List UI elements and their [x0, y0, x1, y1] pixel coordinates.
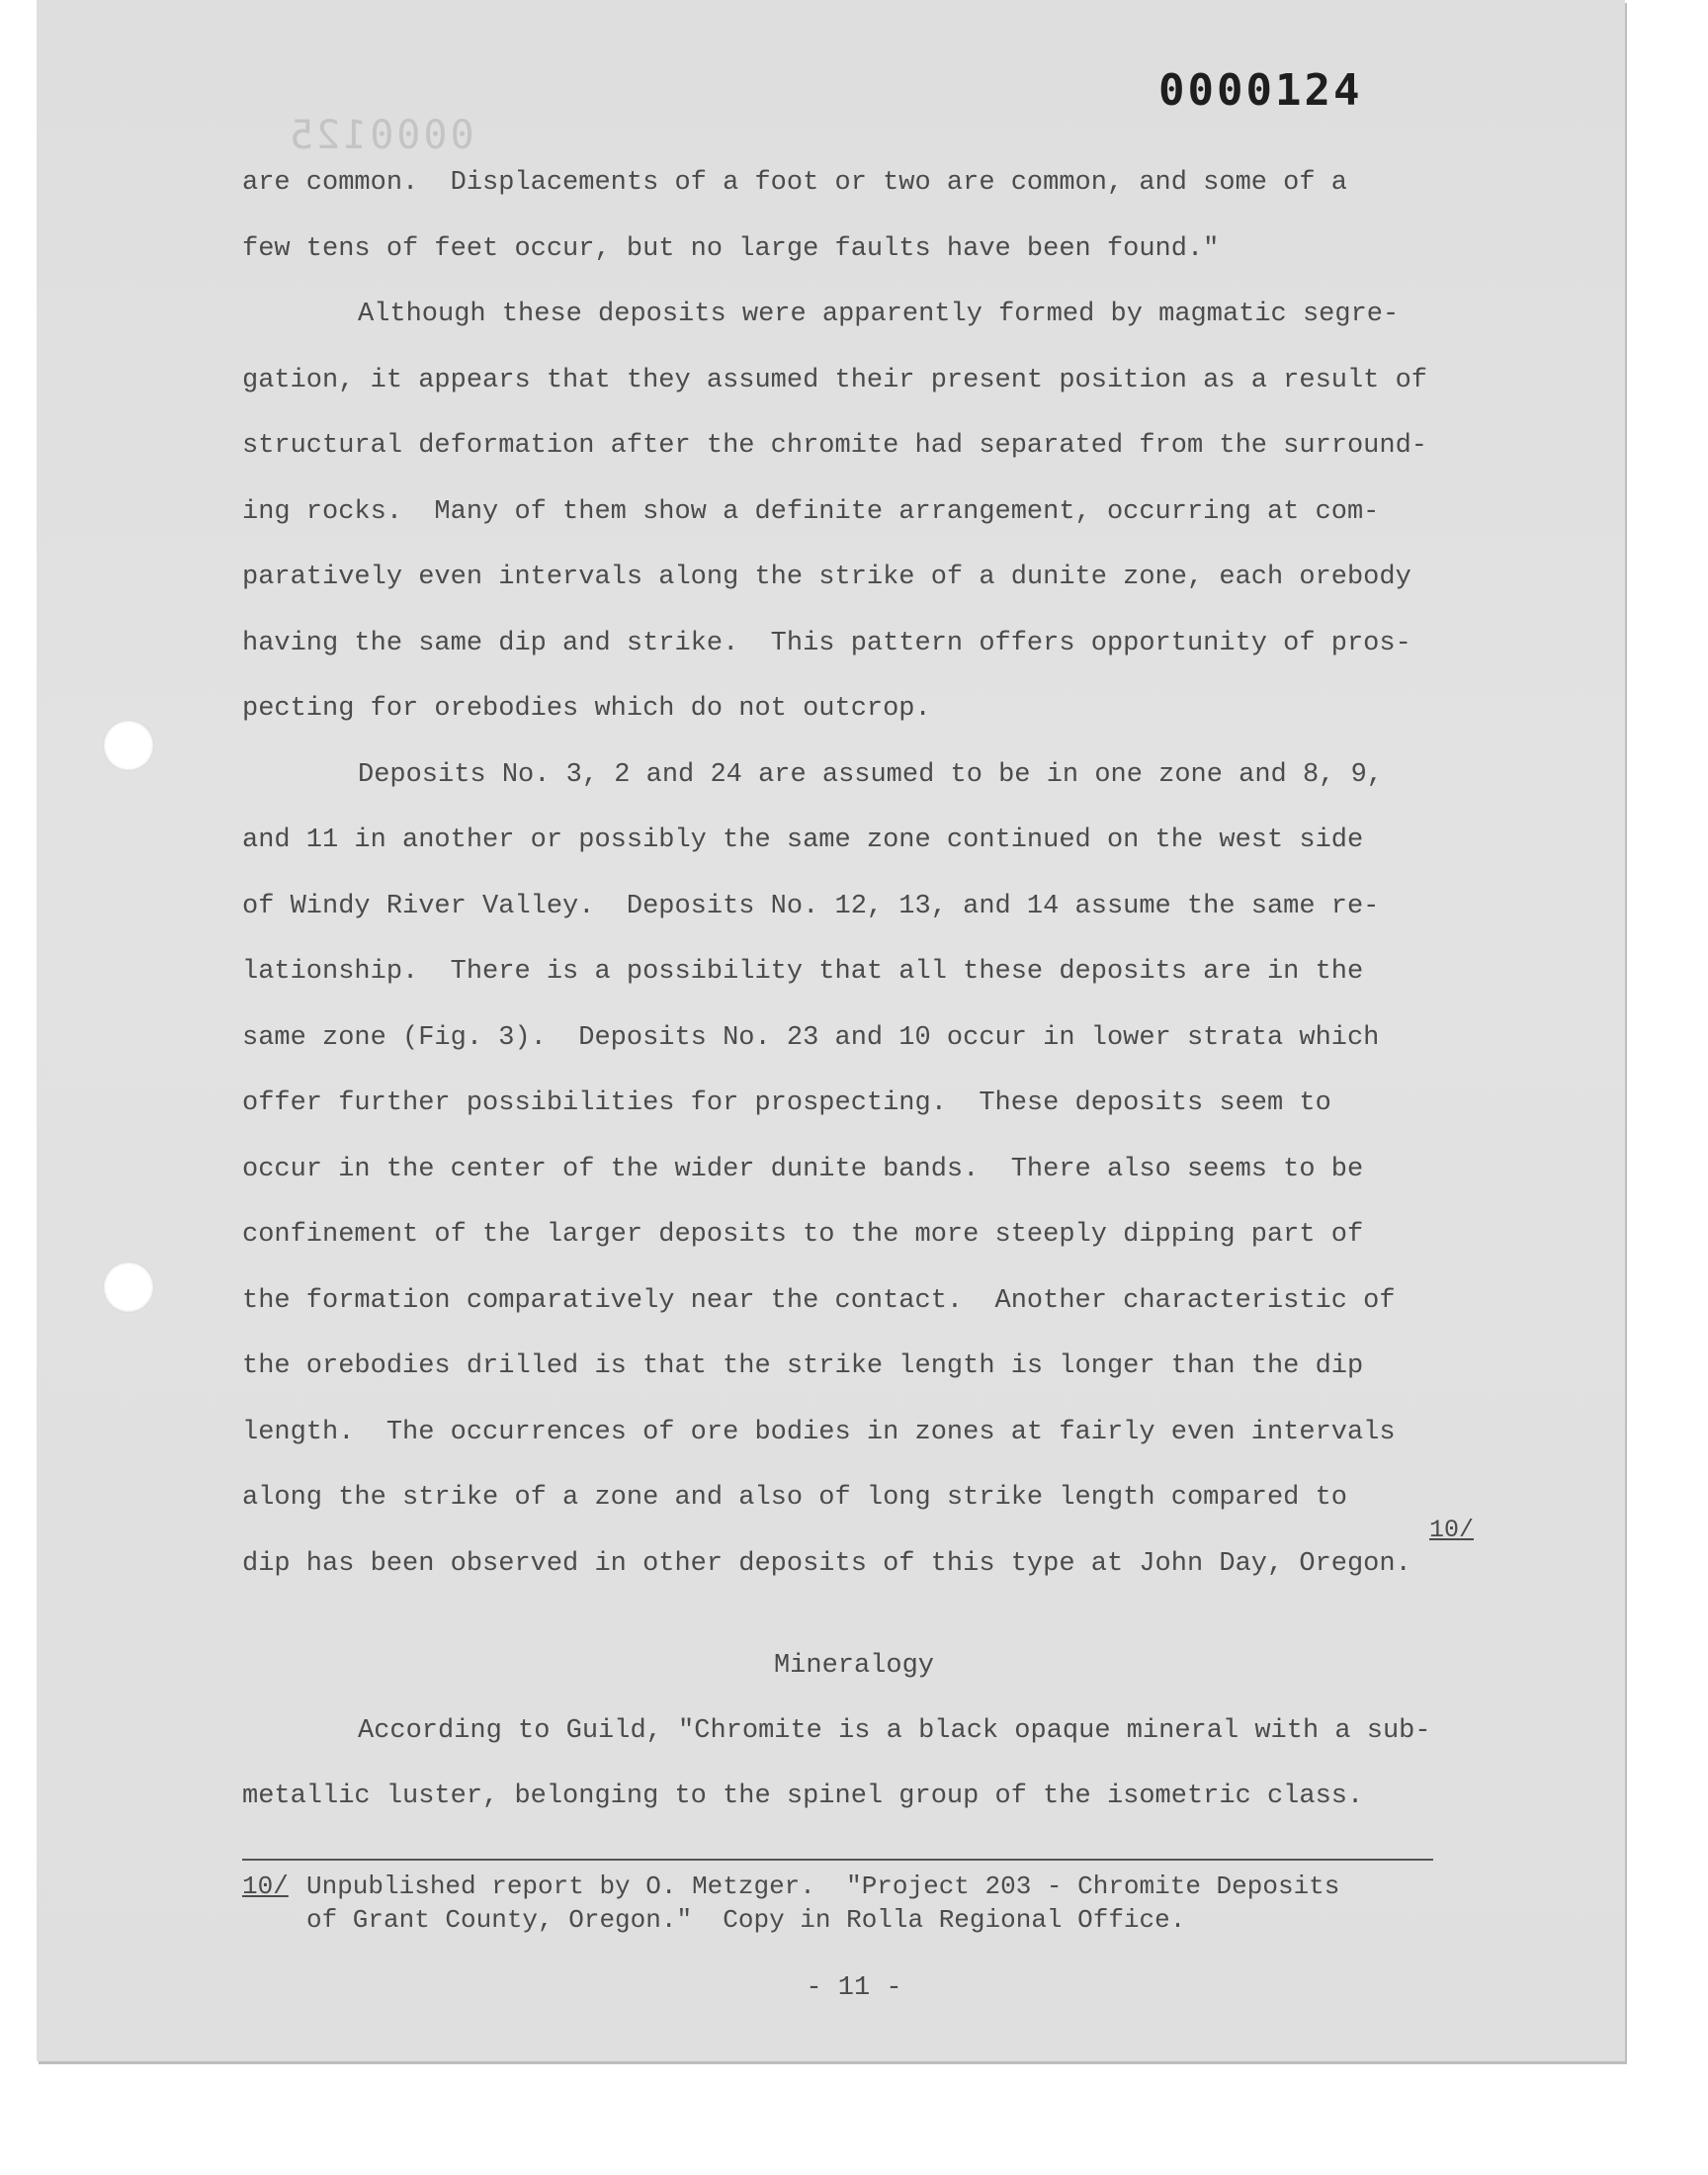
text-line: the orebodies drilled is that the strike length is longer than the dip — [242, 1351, 1364, 1381]
text-line: the formation comparatively near the contact. Another characteristic of — [242, 1286, 1396, 1316]
footnote-text: Unpublished report by O. Metzger. "Project 203 - Chromite Deposits — [306, 1871, 1340, 1901]
text-line: Although these deposits were apparently formed by magmatic segre- — [358, 300, 1400, 329]
section-heading: Mineralogy — [773, 1651, 935, 1681]
punch-hole — [103, 1262, 154, 1313]
text-line: length. The occurrences of ore bodies in zones at fairly even intervals — [242, 1418, 1396, 1447]
text-line: gation, it appears that they assumed their present position as a result of — [242, 366, 1427, 395]
text-line: few tens of feet occur, but no large faults have been found." — [242, 234, 1220, 264]
footnote-divider — [242, 1859, 1433, 1861]
bates-stamp: 0000124 — [1158, 65, 1363, 116]
text-line: having the same dip and strike. This pattern offers opportunity of pros- — [242, 629, 1411, 658]
punch-hole — [103, 720, 154, 771]
page-number: - 11 - — [806, 1973, 902, 2003]
footnote-number: 10/ — [242, 1871, 289, 1901]
text-line: According to Guild, "Chromite is a black opaque mineral with a sub- — [358, 1716, 1431, 1746]
text-line: confinement of the larger deposits to the more steeply dipping part of — [242, 1220, 1364, 1250]
text-line: metallic luster, belonging to the spinel group of the isometric class. — [242, 1782, 1364, 1811]
text-line: ing rocks. Many of them show a definite arrangement, occurring at com- — [242, 497, 1380, 527]
text-line: are common. Displacements of a foot or two are common, and some of a — [242, 168, 1347, 198]
text-line: structural deformation after the chromite had separated from the surround- — [242, 431, 1427, 461]
text-line: of Windy River Valley. Deposits No. 12, 13, and 14 assume the same re- — [242, 892, 1380, 921]
text-line: occur in the center of the wider dunite bands. There also seems to be — [242, 1155, 1364, 1184]
text-line: dip has been observed in other deposits of this type at John Day, Oregon. — [242, 1549, 1411, 1579]
text-line: same zone (Fig. 3). Deposits No. 23 and 10 occur in lower strata which — [242, 1023, 1380, 1053]
text-line: lationship. There is a possibility that all these deposits are in the — [242, 957, 1364, 987]
text-line: paratively even intervals along the strike of a dunite zone, each orebody — [242, 563, 1411, 592]
footnote-text: of Grant County, Oregon." Copy in Rolla Regional Office. — [306, 1905, 1186, 1935]
text-line: Deposits No. 3, 2 and 24 are assumed to be in one zone and 8, 9, — [358, 760, 1383, 790]
text-line: and 11 in another or possibly the same zone continued on the west side — [242, 826, 1364, 855]
footnote-reference: 10/ — [1429, 1516, 1475, 1544]
text-line: pecting for orebodies which do not outcrop. — [242, 694, 931, 724]
text-line: offer further possibilities for prospecting. These deposits seem to — [242, 1088, 1331, 1118]
bleed-through-stamp: 0000125 — [287, 113, 474, 158]
text-line: along the strike of a zone and also of long strike length compared to — [242, 1483, 1347, 1513]
